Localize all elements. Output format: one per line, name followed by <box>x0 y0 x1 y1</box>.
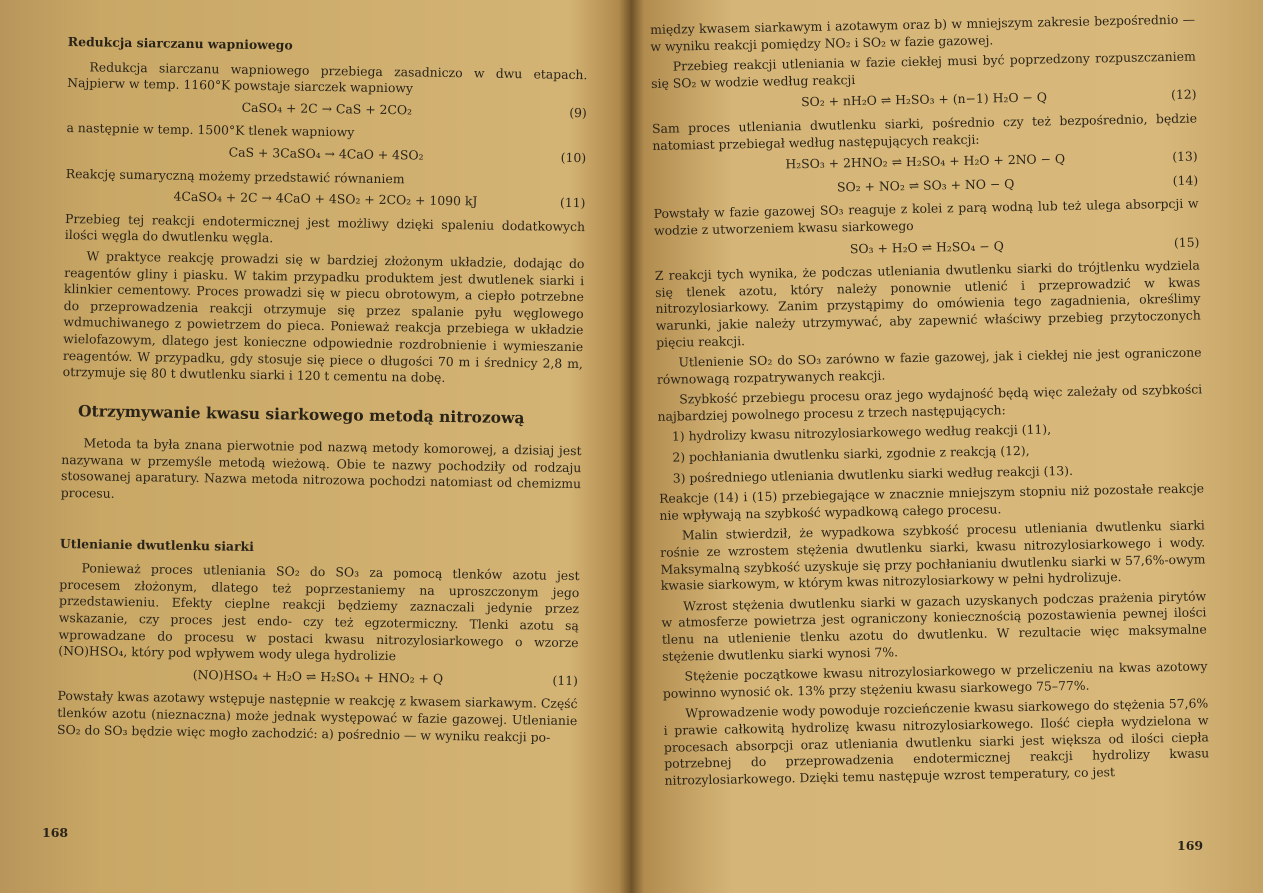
paragraph: W praktyce reakcję prowadzi się w bardziej złożonym układzie, dodając do reagentów gliny i piasku. W takim przypadku produktem jest dwutlenek siarki i klinkier cementowy. Proces prowadzi się w piecu obrotowym, a ciepło potrzebne do przeprowadzenia reakcji otrzymuje się przez spalanie pyłu węglowego wdmuchiwanego z powietrzem do pieca. Ponieważ reakcja przebiega w układzie wielofazowym, dlatego jest konieczne odpowiednie rozdrobnienie i wymieszanie reagentów. W przypadku, gdy stosuje się piece o długości 70 m i średnicy 2,8 m, otrzymuje się 80 t dwutlenku siarki i 120 t cementu na dobę. <box>62 248 585 386</box>
equation-number: (11) <box>559 194 586 211</box>
paragraph: Utlenienie SO₂ do SO₃ zarówno w fazie gazowej, jak i ciekłej nie jest ograniczone równowagą rozpatrywanych reakcji. <box>656 344 1202 387</box>
equation-number: (13) <box>1172 148 1198 165</box>
equation-text: SO₂ + nH₂O ⇌ H₂SO₃ + (n−1) H₂O − Q <box>800 89 1048 110</box>
right-page <box>632 0 1263 893</box>
paragraph: a następnie w temp. 1500°K tlenek wapniowy <box>66 120 355 140</box>
equation-11 <box>65 187 585 212</box>
section-heading-nitrous-method: Otrzymywanie kwasu siarkowego metodą nitrozową <box>77 400 525 427</box>
equation-14 <box>653 172 1198 199</box>
paragraph: Ponieważ proces utleniania SO₂ do SO₃ za pomocą tlenków azotu jest procesem złożonym, dlatego też poprzestaniemy na uproszczonym jego przedstawieniu. Efekty cieplne reakcji będziemy zaznaczali jedynie przez wskazanie, czy proces jest endo- czy też egzotermiczny. Tlenki azotu są wprowadzane do procesu w postaci kwasu nitrozylosiarkowego o wzorze (NO)HSO₄, który pod wpływem wody ulega hydrolizie <box>58 560 580 664</box>
equation-11b <box>58 665 578 690</box>
equation-12 <box>651 87 1196 114</box>
paragraph: Redukcja siarczanu wapniowego przebiega zasadniczo w dwu etapach. Najpierw w temp. 1160°K powstaje siarczek wapniowy <box>67 58 588 96</box>
equation-text: H₂SO₃ + 2HNO₂ ⇌ H₂SO₄ + H₂O + 2NO − Q <box>785 151 1066 172</box>
paragraph: Powstały w fazie gazowej SO₃ reaguje z kolei z parą wodną lub też ulega absorpcji w wodzie z utworzeniem kwasu siarkowego <box>653 195 1199 238</box>
equation-text: (NO)HSO₄ + H₂O ⇌ H₂SO₄ + HNO₂ + Q <box>192 666 444 686</box>
paragraph: Przebieg reakcji utleniania w fazie ciekłej musi być poprzedzony rozpuszczaniem się SO₂ w wodzie według reakcji <box>651 48 1196 91</box>
paragraph: Przebieg tej reakcji endotermicznej jest możliwy dzięki spaleniu dodatkowych ilości węgla do dwutlenku węgla. <box>64 210 586 246</box>
paragraph: Powstały kwas azotawy wstępuje następnie w reakcję z kwasem siarkawym. Część tlenków azotu (nieznaczna) może jednak występować w fazie gazowej. Utlenianie SO₂ do SO₃ będzie więc mogło zachodzić: a) pośrednio — w wyniku reakcji po- <box>56 688 578 745</box>
list-item: 2) pochłaniania dwutlenku siarki, zgodnie z reakcją (12), <box>672 442 1030 465</box>
equation-number: (15) <box>1173 234 1200 250</box>
equation-text: 4CaSO₄ + 2C → 4CaO + 4SO₂ + 2CO₂ + 1090 kJ <box>173 188 478 209</box>
equation-10 <box>66 142 586 167</box>
paragraph: Reakcje (14) i (15) przebiegające w znacznie mniejszym stopniu niż pozostałe reakcje nie wpływają na szybkość wypadkową całego procesu. <box>659 480 1205 523</box>
paragraph: Z reakcji tych wynika, że podczas utleniania dwutlenku siarki do trójtlenku wydziela się tlenek azotu, który należy ponownie utlenić i przeprowadzić w kwas nitrozylosiarkowy. Zanim przystąpimy do omówienia tego zagadnienia, określimy warunki, jakie należy utrzymywać, aby zapewnić właściwy przebieg przytoczonych pięciu reakcji. <box>654 257 1201 350</box>
equation-text: CaSO₄ + 2C → CaS + 2CO₂ <box>241 99 413 118</box>
paragraph: Szybkość przebiegu procesu oraz jego wydajność będą więc zależały od szybkości najbardziej powolnego procesu z trzech następujących: <box>657 381 1203 424</box>
equation-number: (14) <box>1172 172 1199 188</box>
paragraph: Wprowadzenie wody powoduje rozcieńczenie kwasu siarkowego do stężenia 57,6% i prawie całkowitą hydrolizę kwasu nitrozylosiarkowego. Ilość ciepła wydzielona w procesach absorpcji oraz utleniania dwutlenku siarki jest większa od ilości ciepła potrzebnej do przeprowadzenia endotermicznej reakcji hydrolizy kwasu nitrozylosiarkowego. Dzięki temu następuje wzrost temperatury, co jest <box>663 695 1210 788</box>
paragraph: między kwasem siarkawym i azotawym oraz b) w mniejszym zakresie bezpośrednio — w wyniku reakcji pomiędzy NO₂ i SO₂ w fazie gazowej. <box>650 11 1196 54</box>
equation-text: CaS + 3CaSO₄ → 4CaO + 4SO₂ <box>228 144 424 163</box>
equation-text: SO₂ + NO₂ ⇌ SO₃ + NO − Q <box>836 175 1015 195</box>
equation-13 <box>653 149 1198 176</box>
paragraph: Metoda ta była znana pierwotnie pod nazwą metody komorowej, a dzisiaj jest nazywana w przemyśle metodą wieżową. Obie te nazwy pochodziły od rodzaju stosowanej aparatury. Nazwa metoda nitrozowa pochodzi natomiast od chemizmu procesu. <box>60 435 582 501</box>
list-item: 3) pośredniego utleniania dwutlenku siarki według reakcji (13). <box>672 462 1074 486</box>
equation-number: (12) <box>1170 86 1197 103</box>
paragraph: Sam proces utleniania dwutlenku siarki, pośrednio czy też bezpośrednio, będzie natomiast przebiegał według następujących reakcji: <box>651 110 1198 153</box>
right-page-text <box>650 12 1210 794</box>
equation-9 <box>67 97 587 122</box>
left-page-text <box>57 34 588 750</box>
paragraph: Malin stwierdził, że wypadkowa szybkość procesu utleniania dwutlenku siarki rośnie ze wzrostem stężenia dwutlenku siarki, kwasu nitrozylosiarkowego i wody. Maksymalną szybkość uzyskuje się przy pochłanianiu dwutlenku siarki w 57,6%-owym kwasie siarkowym, w którym kwas nitrozylosiarkowy w pełni hydrolizuje. <box>660 517 1206 594</box>
page-number-right: 169 <box>1177 838 1204 853</box>
paragraph: Wzrost stężenia dwutlenku siarki w gazach uzyskanych podczas prażenia pirytów w atmosferze powietrza jest ograniczony koniecznością pozostawienia pewnej ilości tlenu na utlenienie tlenku azotu do dwutlenku. W rezultacie więc maksymalne stężenie dwutlenku siarki wynosi 7%. <box>661 588 1207 664</box>
equation-number: (9) <box>569 104 587 120</box>
equation-text: SO₃ + H₂O ⇌ H₂SO₄ − Q <box>849 237 1004 256</box>
page-number-left: 168 <box>42 825 69 840</box>
paragraph: Stężenie początkowe kwasu nitrozylosiarkowego w przeliczeniu na kwas azotowy powinno wynosić ok. 13% przy stężeniu kwasu siarkowego 75–77%. <box>662 658 1208 701</box>
section-title-reduction: Redukcja siarczanu wapniowego <box>67 34 293 53</box>
paragraph: Reakcję sumaryczną możemy przedstawić równaniem <box>65 165 405 186</box>
section-title-oxidation: Utlenianie dwutlenku siarki <box>59 535 254 554</box>
list-item: 1) hydrolizy kwasu nitrozylosiarkowego według reakcji (11), <box>671 421 1052 445</box>
equation-number: (11) <box>552 672 579 688</box>
equation-number: (10) <box>560 149 587 166</box>
equation-15 <box>654 234 1199 261</box>
left-page <box>0 0 620 893</box>
